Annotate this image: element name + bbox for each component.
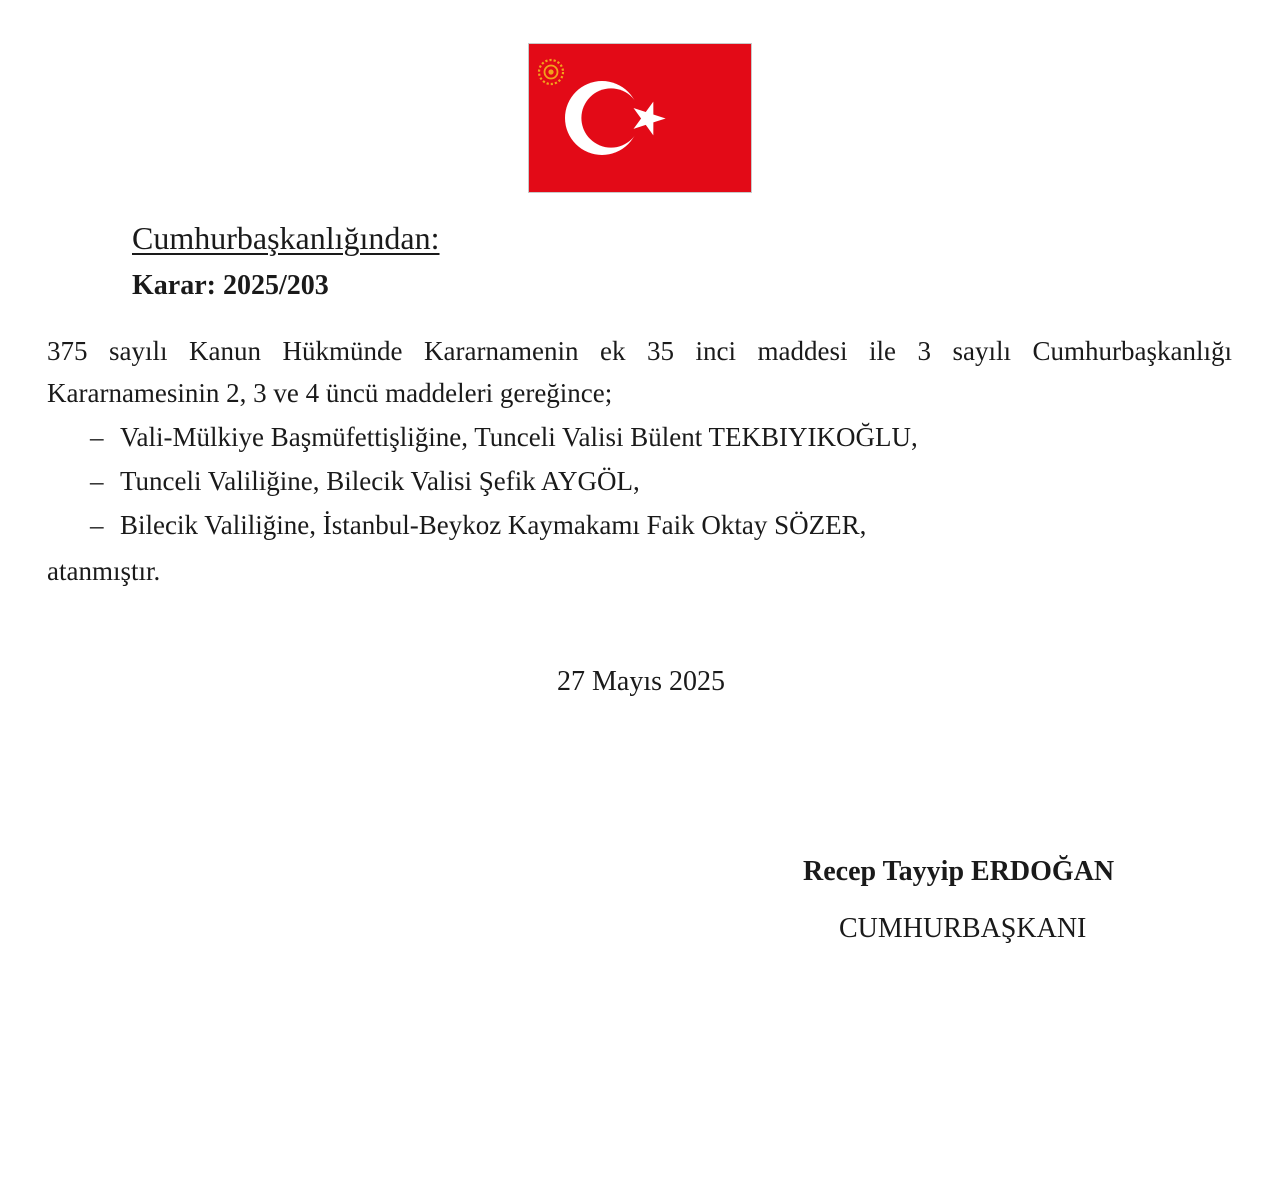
- signatory-title: CUMHURBAŞKANI: [839, 913, 1087, 944]
- appointment-item: [90, 510, 866, 541]
- decision-date: 27 Mayıs 2025: [557, 666, 725, 697]
- appointment-text: Bilecik Valiliğine, İstanbul-Beykoz Kaymakamı Faik Oktay SÖZER,: [120, 510, 867, 540]
- signatory-name: Recep Tayyip ERDOĞAN: [803, 856, 1115, 887]
- turkish-flag-icon: [529, 44, 751, 192]
- flag-emblem: [529, 44, 751, 192]
- preamble-line-1: 375 sayılı Kanun Hükmünde Kararnamenin ek 35 inci maddesi ile 3 sayılı Cumhurbaşkanlığı: [47, 336, 1232, 366]
- decision-number: Karar: 2025/203: [132, 270, 329, 301]
- list-dash: –: [90, 510, 104, 540]
- closing-text: atanmıştır.: [47, 556, 161, 586]
- list-dash: –: [90, 422, 104, 452]
- appointment-item: [90, 422, 918, 453]
- appointment-text: Tunceli Valiliğine, Bilecik Valisi Şefik AYGÖL,: [120, 466, 640, 496]
- appointment-item: [90, 466, 640, 497]
- list-dash: –: [90, 466, 104, 496]
- preamble-line-2: Kararnamesinin 2, 3 ve 4 üncü maddeleri gereğince;: [47, 378, 613, 408]
- issuer-heading: Cumhurbaşkanlığından:: [132, 220, 440, 256]
- appointment-text: Vali-Mülkiye Başmüfettişliğine, Tunceli Valisi Bülent TEKBIYIKOĞLU,: [120, 422, 918, 452]
